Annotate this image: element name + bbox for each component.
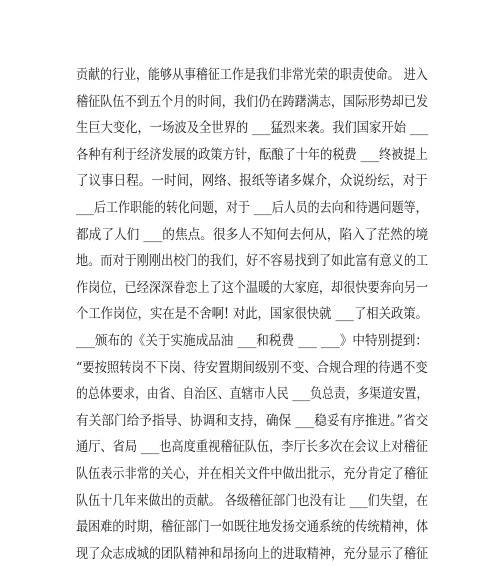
text-line: 了议事日程。一时间，网络、报纸等诸多媒介，众说纷纭，对于: [76, 173, 428, 190]
text-line: 最困难的时期，稽征部门一如既往地发扬交通系统的传统精神，体: [76, 519, 429, 536]
text-line: ___后工作职能的转化问题，对于 ___后人员的去向和待遇问题等，: [76, 199, 428, 216]
document-body: [76, 62, 428, 566]
text-line: ___颁布的《关于实施成品油 ___和税费 ___ ___》中特别提到：: [76, 332, 428, 349]
text-line: 现了众志成城的团队精神和昂扬向上的进取精神，充分显示了稽征: [76, 545, 429, 562]
text-line: 地。而对于刚刚出校门的我们，好不容易找到了如此富有意义的工: [76, 253, 429, 270]
text-line: 通厅、省局 ___也高度重视稽征队伍，李厅长多次在会议上对稽征: [76, 439, 428, 456]
text-line: 的总体要求，由省、自治区、直辖市人民 ___负总责，多渠道安置，: [76, 386, 429, 403]
text-line: 生巨大变化，一场波及全世界的 ___猛烈来袭。我们国家开始 ___: [76, 120, 429, 137]
text-line: 队伍表示非常的关心，并在相关文件中做出批示，充分肯定了稽征: [76, 465, 429, 482]
text-line: 各种有利于经济发展的政策方针，酝酿了十年的税费 ___终被提上: [76, 146, 428, 163]
text-line: 贡献的行业，能够从事稽征工作是我们非常光荣的职责使命。 进入: [76, 67, 428, 83]
text-line: 都成了人们 ___的焦点。很多人不知何去何从，陷入了茫然的境: [76, 226, 429, 243]
text-line: “要按照转岗不下岗、待安置期间级别不变、合规合理的待遇不变: [76, 359, 428, 376]
text-line: 队伍十几年来做出的贡献。 各级稽征部门也没有让 ___们失望，在: [76, 492, 429, 509]
text-line: 作岗位，已经深深眷恋上了这个温暖的大家庭，却很快要奔向另一: [76, 279, 429, 296]
text-line: 个工作岗位，实在是不舍啊! 对此，国家很快就 ___了相关政策。: [76, 306, 428, 323]
text-line: 稽征队伍不到五个月的时间，我们仍在踌躇满志，国际形势却已发: [76, 93, 429, 110]
text-line: 有关部门给予指导、协调和支持，确保 ___稳妥有序推进。”省交: [76, 412, 429, 429]
